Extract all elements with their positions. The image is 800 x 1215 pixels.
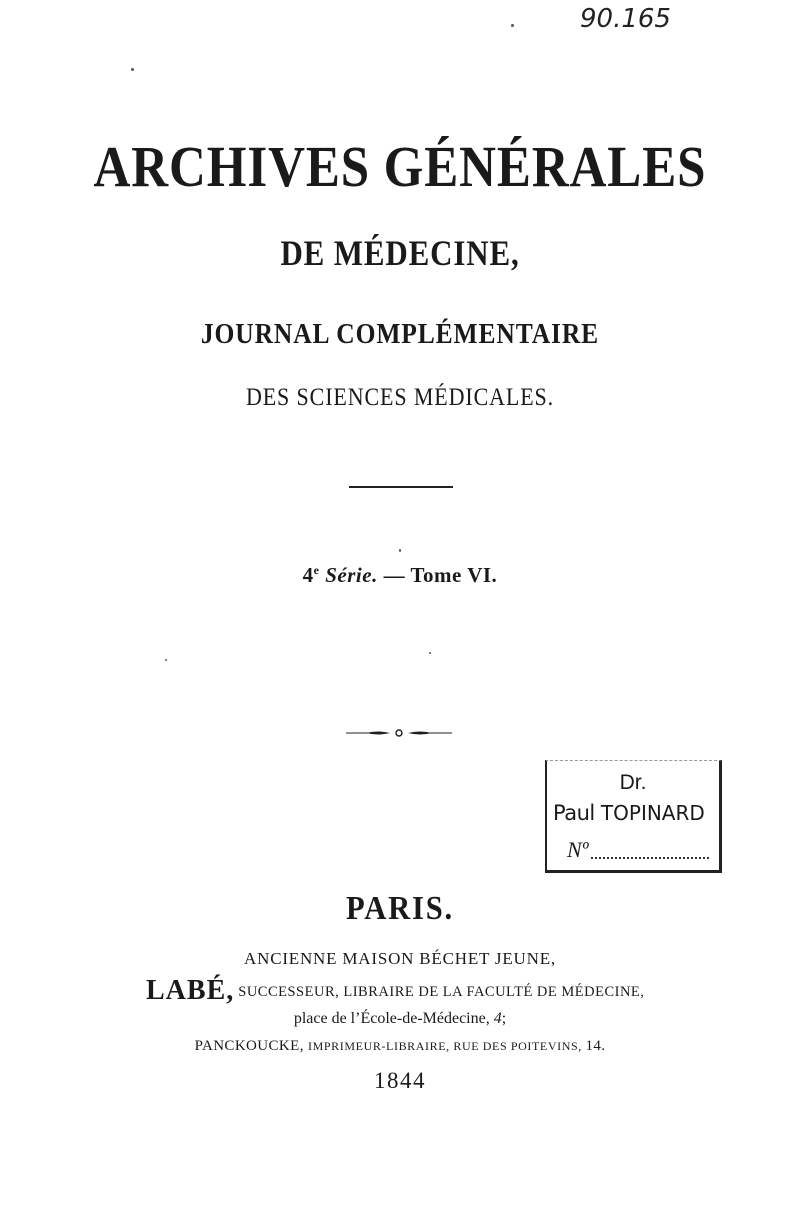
series-word: Série.: [325, 563, 378, 587]
stamp-title: Dr.: [619, 771, 647, 794]
imprint-city: PARIS.: [346, 890, 454, 927]
publication-year: 1844: [374, 1068, 426, 1093]
library-ownership-stamp: [545, 760, 722, 873]
printer-line: [0, 1038, 800, 1055]
paper-speck: [511, 24, 514, 27]
series-number: 4: [302, 563, 314, 587]
title-divider-rule: [349, 486, 453, 488]
stamp-owner-first-name: Paul: [553, 801, 601, 825]
handwritten-shelfmark: 90.165: [580, 4, 671, 34]
printer-role: IMPRIMEUR-LIBRAIRE, RUE DES POITEVINS,: [308, 1039, 586, 1053]
journal-description-sciences: DES SCIENCES MÉDICALES.: [245, 384, 555, 411]
publisher-role: SUCCESSEUR, LIBRAIRE DE LA FACULTÉ DE MÉDECINE,: [238, 984, 645, 1000]
series-volume-line: [0, 563, 800, 588]
paper-speck: [399, 549, 401, 552]
stamp-owner-last-name: TOPINARD: [600, 801, 705, 825]
stamp-owner-name: [553, 801, 705, 825]
stamp-number-blank: [591, 857, 709, 859]
publisher-name: LABÉ,: [146, 975, 235, 1006]
journal-subtitle: DE MÉDECINE,: [280, 233, 520, 273]
publisher-address-street: place de l’École-de-Médecine,: [293, 1010, 494, 1027]
publisher-address-number: 4: [493, 1010, 502, 1027]
imprint-house: ANCIENNE MAISON BÉCHET JEUNE,: [244, 949, 556, 968]
imprint-publisher-line: [146, 975, 644, 1007]
publisher-address: [0, 1010, 800, 1028]
paper-speck: [131, 68, 134, 71]
paper-speck: [165, 659, 167, 661]
ornament-divider: [346, 726, 452, 740]
printer-name: PANCKOUCKE,: [194, 1038, 309, 1054]
paper-speck: [429, 652, 431, 654]
series-dash: —: [383, 563, 406, 587]
stamp-number-label: Nº: [567, 837, 589, 862]
tome-label: Tome VI.: [410, 563, 498, 587]
journal-description: JOURNAL COMPLÉMENTAIRE: [200, 318, 600, 350]
series-number-suffix: e: [313, 563, 320, 577]
publisher-address-end: ;: [501, 1010, 507, 1027]
journal-title: ARCHIVES GÉNÉRALES: [93, 134, 707, 199]
printer-number: 14.: [585, 1038, 606, 1054]
